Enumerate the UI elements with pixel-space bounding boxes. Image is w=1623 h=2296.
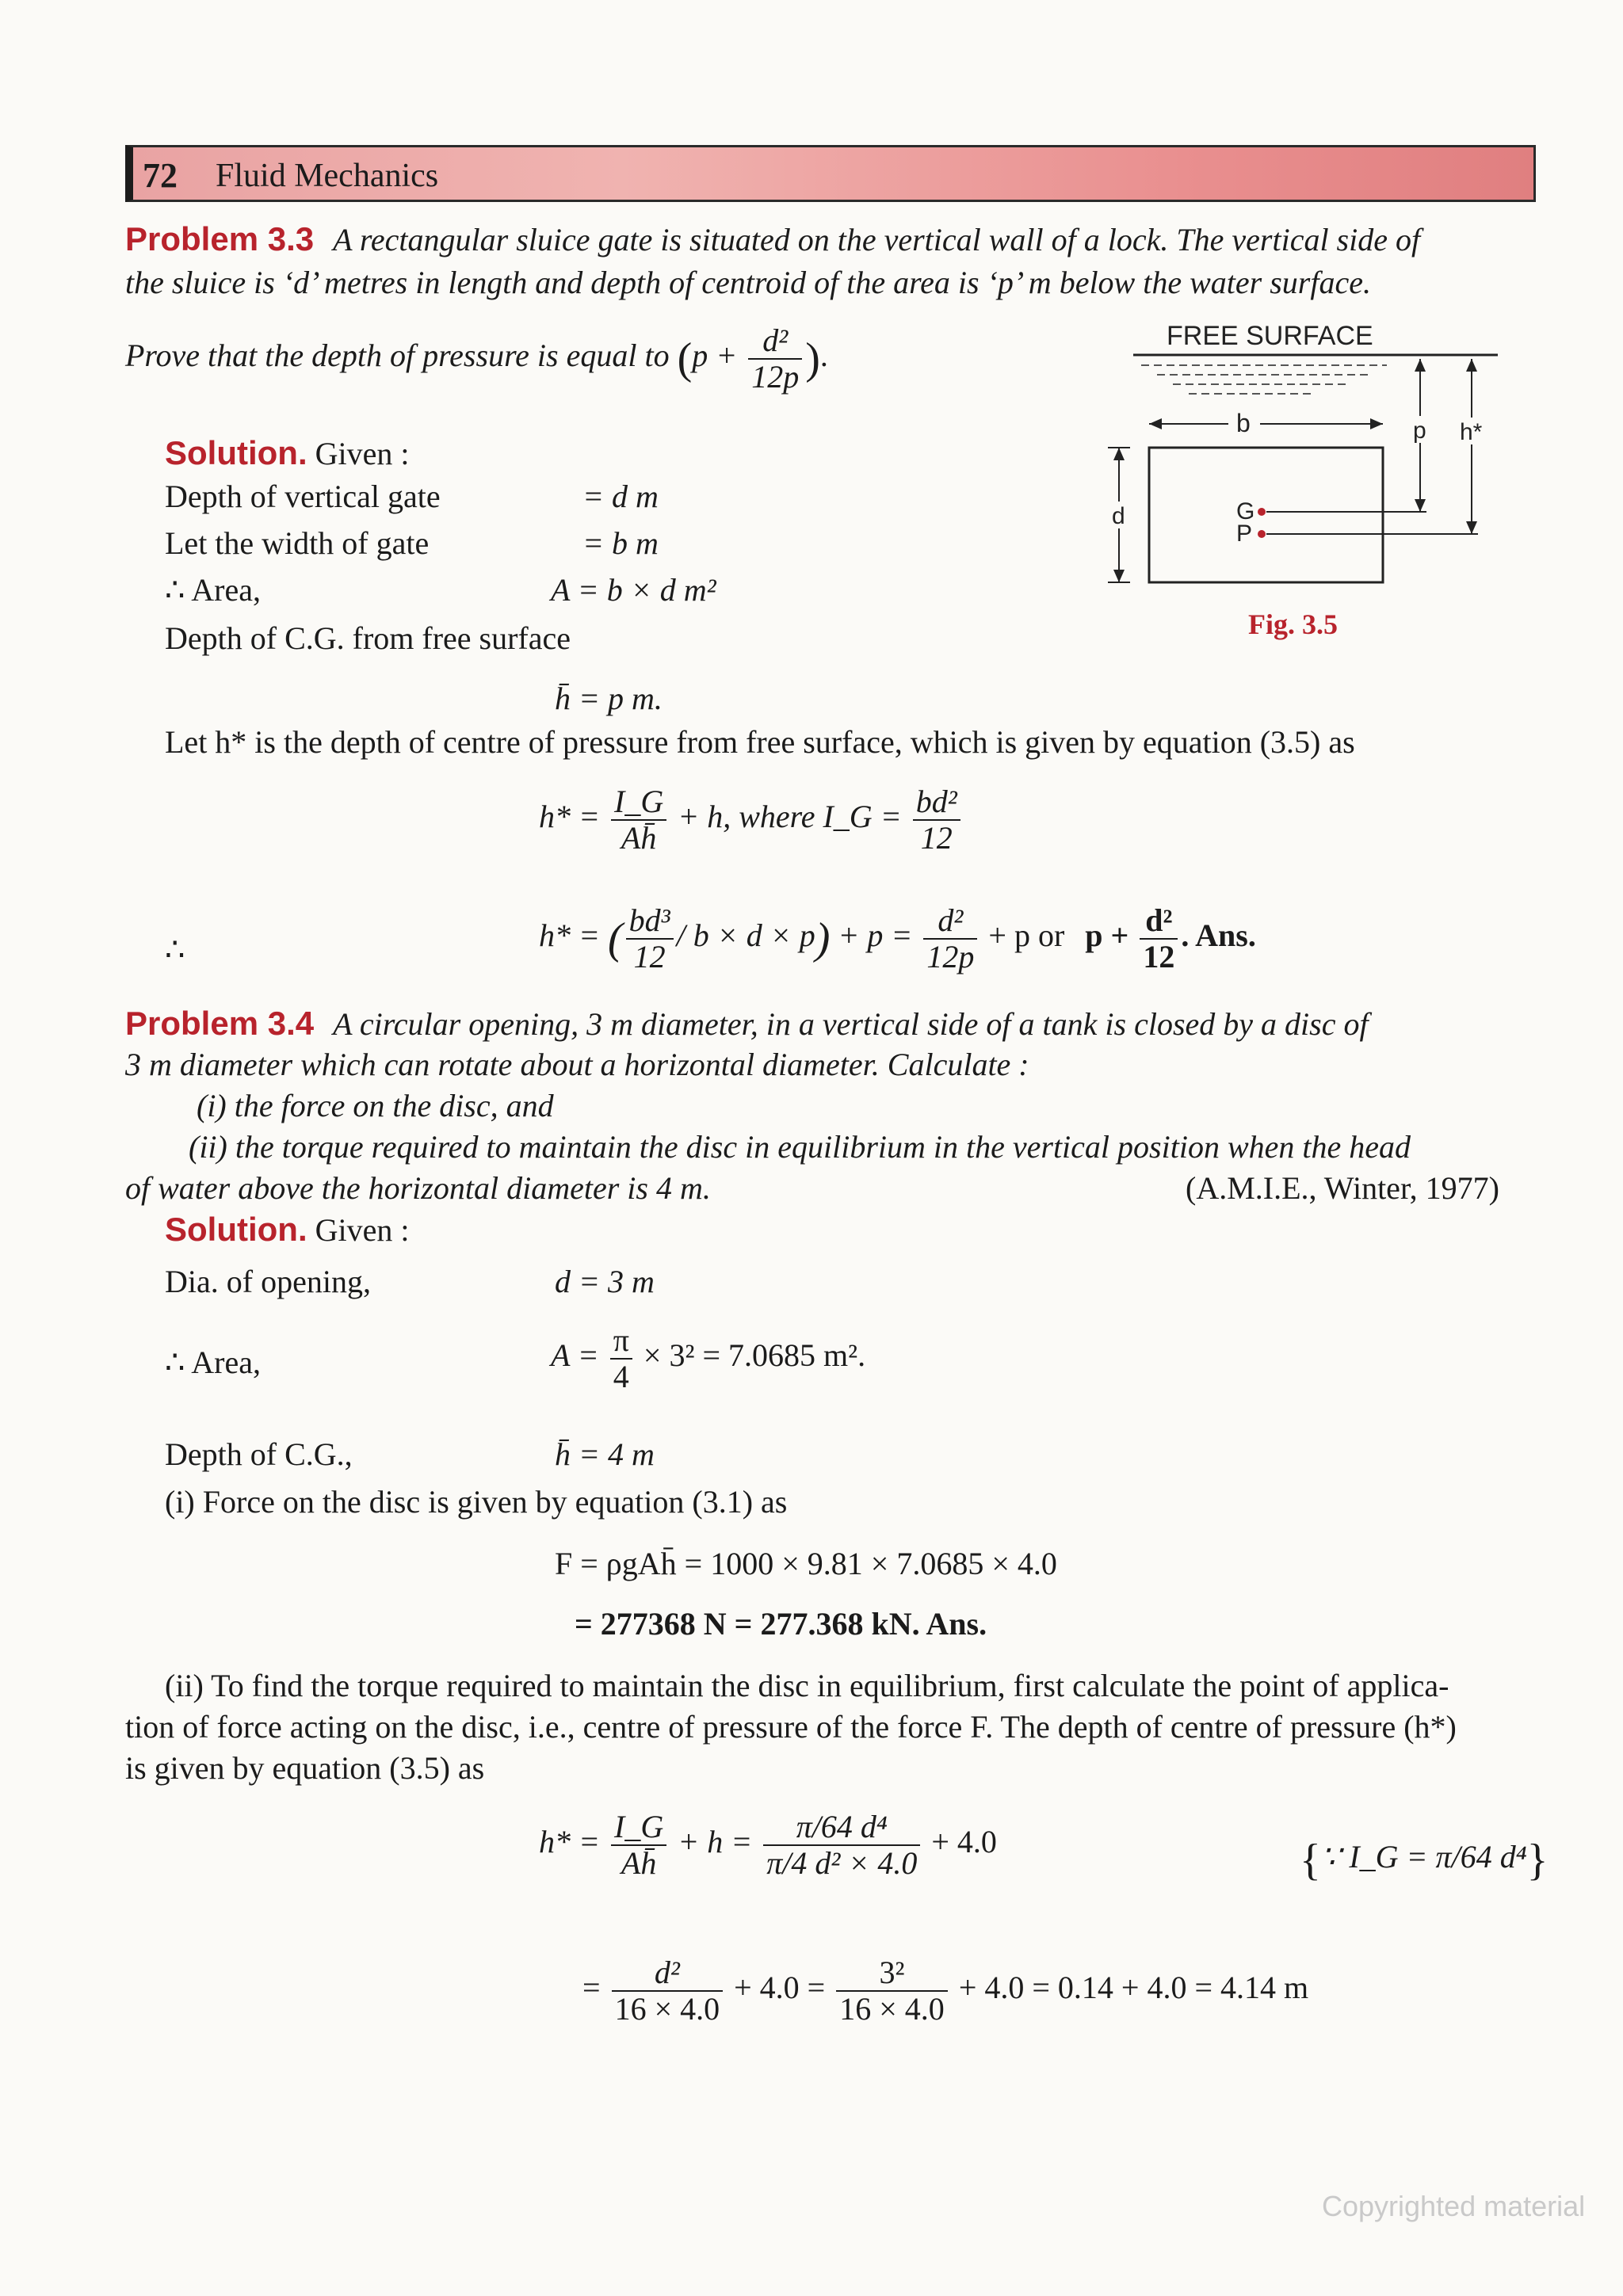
eq3-note-text: ∵ I_G = π/64 d⁴: [1320, 1839, 1527, 1875]
eq4-tail: + 4.0 = 0.14 + 4.0 = 4.14 m: [958, 1970, 1309, 2006]
given-row-value: A = b × d m²: [551, 572, 716, 608]
eq3-note: {∵ I_G = π/64 d⁴}: [1300, 1836, 1549, 1885]
equation-2: h* = ( $\frac{\text{bd³}}{12}$ / b × d × p) + p = $\frac{\text{d²}}{12p}$ + p or p + $\frac{\text{d²}}{12}$ . Ans.: [539, 902, 1256, 974]
dia-label: Dia. of opening,: [165, 1264, 371, 1299]
p-point-label: P: [1236, 521, 1253, 547]
arrow-up-icon: [1113, 448, 1125, 460]
problem-3-4-line2: 3 m diameter which can rotate about a horizontal diameter. Calculate :: [125, 1047, 1029, 1082]
solution-label: Solution.: [165, 434, 307, 471]
eq2-frac1-den: 12: [633, 939, 666, 974]
given-row-label: ∴ Area,: [165, 572, 261, 608]
cg-value: h̄ = 4 m: [555, 1436, 655, 1472]
eq2-answer-den: 12: [1143, 939, 1175, 974]
eq4-frac1-num: d²: [612, 1955, 724, 1992]
torque-line3: is given by equation (3.5) as: [125, 1750, 485, 1786]
water-hatching: [1141, 365, 1387, 394]
eq1-frac2-den: 12: [920, 820, 953, 856]
eq1-lhs: h* =: [539, 799, 600, 835]
cg-label: Depth of C.G. from free surface: [165, 620, 571, 656]
prove-p: p +: [692, 338, 738, 374]
free-surface-label: FREE SURFACE: [1167, 321, 1373, 351]
problem-3-3-line2: the sluice is ‘d’ metres in length and depth of centroid of the area is ‘p’ m below the water surface.: [125, 265, 1371, 300]
h-star-label: h*: [1460, 419, 1483, 445]
problem-3-3-line1: [125, 220, 1420, 258]
problem-3-3-label: Problem 3.3: [125, 220, 315, 257]
eq3-mid: + h =: [678, 1824, 753, 1860]
eq4-frac1-den: 16 × 4.0: [614, 1991, 720, 2027]
eq3-frac2-num: π/64 d⁴: [763, 1810, 920, 1846]
equation-4: [582, 1955, 1308, 2027]
p-depth-label: p: [1413, 418, 1426, 444]
problem-3-4-label: Problem 3.4: [125, 1005, 315, 1042]
eq3-frac1-num: I_G: [611, 1810, 666, 1846]
prove-numerator: d²: [748, 323, 802, 360]
given-row-label: Let the width of gate: [165, 525, 430, 561]
solution-3-4: [165, 1211, 410, 1249]
eq2-plus: + p =: [838, 917, 913, 954]
eq2-answer-p: p +: [1085, 917, 1129, 954]
running-header: [125, 145, 1536, 202]
hbar-value: h̄ = p m.: [555, 681, 663, 716]
centroid-dot: [1258, 508, 1266, 516]
eq1-frac1-num: I_G: [611, 784, 666, 821]
prove-denominator: 12p: [751, 359, 800, 395]
eq3-tail: + 4.0: [931, 1824, 997, 1860]
eq2-frac2-den: 12p: [926, 939, 975, 974]
arrow-left-icon: [1149, 418, 1162, 429]
force-answer: = 277368 N = 277.368 kN. Ans.: [575, 1606, 987, 1642]
problem-3-4-text: A circular opening, 3 m diameter, in a vertical side of a tank is closed by a disc of: [333, 1006, 1369, 1042]
eq3-frac2-den: π/4 d² × 4.0: [766, 1845, 918, 1881]
arrow-down-icon: [1113, 570, 1125, 582]
d-label: d: [1112, 503, 1125, 529]
problem-3-3-text: A rectangular sluice gate is situated on the vertical wall of a lock. The vertical side of: [333, 222, 1421, 257]
problem-3-4-item1: (i) the force on the disc, and: [197, 1088, 554, 1123]
let-text: Let h* is the depth of centre of pressure from free surface, which is given by equation (3.5) as: [165, 724, 1355, 760]
torque-line2: tion of force acting on the disc, i.e., centre of pressure of the force F. The depth of centre of pressure (h*): [125, 1709, 1457, 1745]
solution-label: Solution.: [165, 1211, 307, 1248]
given-row-value: = b m: [582, 525, 659, 561]
eq2-frac1-num: bd³: [626, 903, 674, 940]
dia-value: d = 3 m: [555, 1264, 655, 1299]
force-equation: F = ρgAh̄ = 1000 × 9.81 × 7.0685 × 4.0: [555, 1546, 1057, 1581]
area-label: ∴ Area,: [165, 1344, 261, 1380]
given-label: Given :: [315, 436, 410, 471]
problem-3-4-item2: (ii) the torque required to maintain the disc in equilibrium in the vertical position when the head: [189, 1129, 1411, 1165]
g-label: G: [1236, 498, 1255, 524]
prove-text: Prove that the depth of pressure is equal to: [125, 338, 670, 374]
problem-3-4-line5: of water above the horizontal diameter is 4 m.: [125, 1170, 711, 1206]
eq3-lhs: h* =: [539, 1824, 600, 1860]
eq1-frac2-num: bd²: [913, 784, 960, 821]
eq4-eq: =: [582, 1970, 601, 2006]
eq3-frac1-den: Ah̄: [621, 1845, 657, 1881]
figure-caption: Fig. 3.5: [1248, 608, 1338, 640]
force-intro: (i) Force on the disc is given by equation (3.1) as: [165, 1484, 788, 1520]
copyright-watermark: Copyrighted material: [1322, 2190, 1586, 2222]
equation-3: [539, 1810, 997, 1881]
arrow-right-icon: [1370, 418, 1383, 429]
solution-3-3: [165, 434, 410, 472]
eq1-frac1-den: Ah̄: [621, 820, 657, 856]
area-frac-num: π: [610, 1323, 632, 1360]
eq4-frac2-den: 16 × 4.0: [839, 1991, 945, 2027]
gate-rectangle: [1149, 448, 1383, 582]
page-number: 72: [143, 156, 178, 195]
area-lhs: A =: [551, 1337, 599, 1374]
problem-3-4-source: (A.M.I.E., Winter, 1977): [1186, 1170, 1499, 1206]
eq2-div: / b × d × p: [676, 917, 815, 954]
eq4-mid: + 4.0 =: [734, 1970, 826, 2006]
given-row-label: Depth of vertical gate: [165, 479, 441, 514]
area-equation: [551, 1323, 865, 1394]
eq2-tail: + p or: [988, 917, 1065, 954]
area-frac-den: 4: [613, 1359, 629, 1394]
equation-1: [539, 784, 964, 856]
problem-3-4-line1: [125, 1005, 1369, 1043]
given-row-value: = d m: [582, 479, 659, 514]
problem-3-3-prove: Prove that the depth of pressure is equal to (p + $\frac{\text{d²}}{12p}$ ).: [125, 322, 828, 395]
figure-3-5: [1086, 313, 1514, 654]
b-label: b: [1236, 409, 1251, 437]
pressure-dot: [1258, 530, 1266, 538]
book-title: Fluid Mechanics: [216, 158, 439, 194]
eq2-frac2-num: d²: [923, 903, 977, 940]
given-label: Given :: [315, 1212, 410, 1248]
eq4-frac2-num: 3²: [836, 1955, 948, 1992]
eq2-therefore: ∴: [165, 932, 185, 967]
cg-label: Depth of C.G.,: [165, 1436, 353, 1472]
eq1-mid: + h, where I_G =: [678, 799, 902, 835]
eq2-answer-ans: . Ans.: [1181, 917, 1256, 954]
eq2-answer-num: d²: [1140, 903, 1178, 940]
area-rhs: × 3² = 7.0685 m².: [643, 1337, 866, 1374]
eq2-lhs: h* =: [539, 917, 600, 954]
torque-line1: (ii) To find the torque required to maintain the disc in equilibrium, first calculate the point of applica-: [165, 1668, 1449, 1703]
